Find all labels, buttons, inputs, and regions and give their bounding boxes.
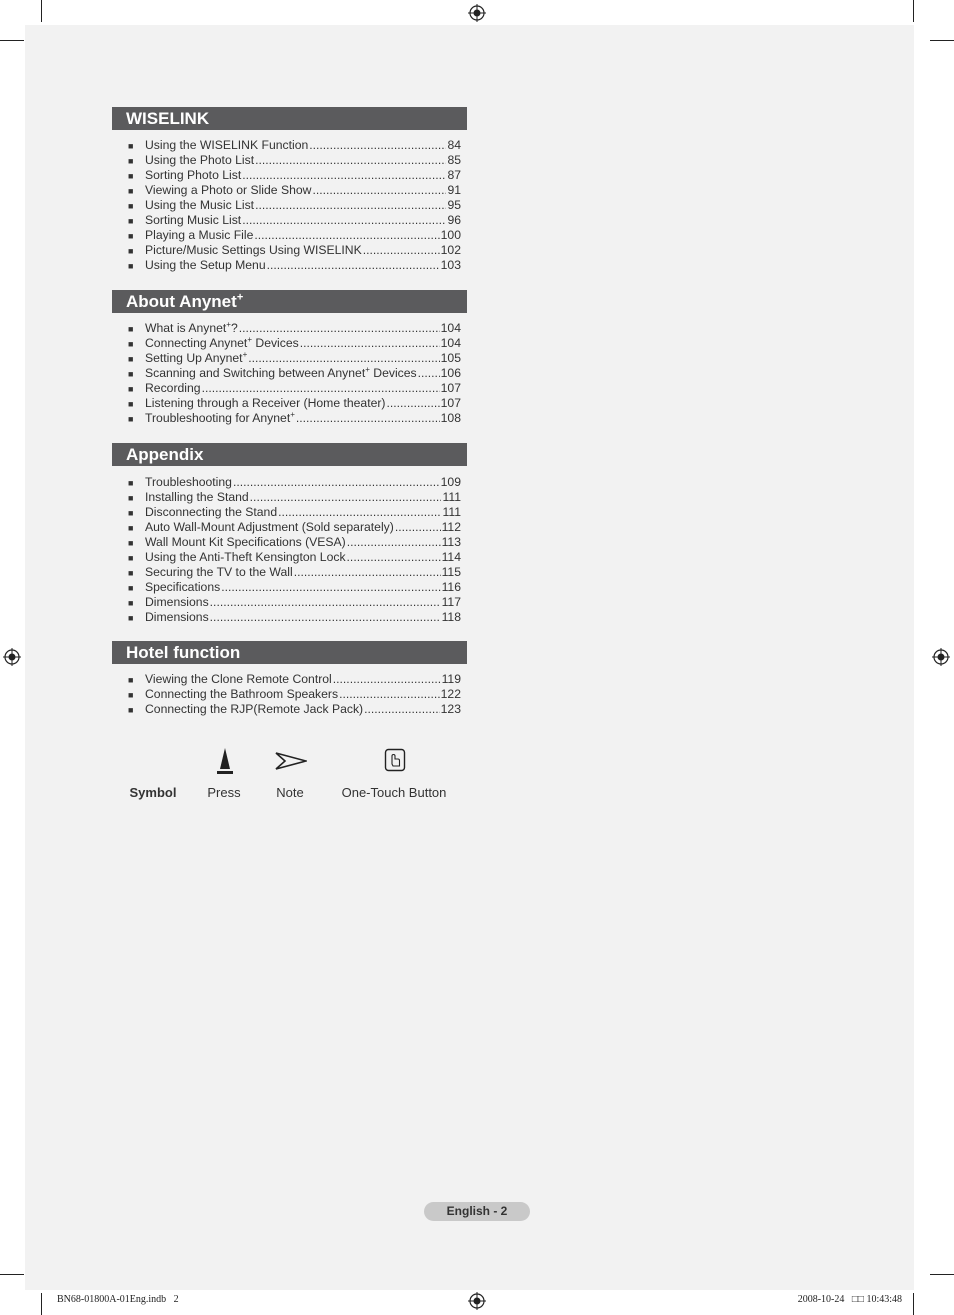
toc-entry-title: Viewing the Clone Remote Control — [145, 672, 332, 686]
toc-entry-page: 123 — [440, 702, 461, 716]
one-touch-button-icon — [384, 748, 406, 772]
dot-leader — [242, 168, 446, 183]
bullet-icon: ■ — [128, 690, 134, 700]
registration-mark-icon — [3, 648, 21, 666]
toc-entry — [112, 168, 467, 183]
toc-entry-page: 106 — [440, 366, 461, 380]
dot-leader — [233, 475, 440, 490]
toc-entry — [112, 702, 467, 717]
crop-mark — [913, 1293, 914, 1315]
toc-entry-title: Using the Setup Menu — [145, 258, 266, 272]
note-label: Note — [276, 785, 304, 800]
toc-list — [112, 321, 467, 426]
bullet-icon: ■ — [128, 523, 134, 533]
bullet-icon: ■ — [128, 261, 134, 271]
bullet-icon: ■ — [128, 613, 134, 623]
toc-entry-title: Dimensions — [145, 595, 209, 609]
toc-entry-title: Using the Photo List — [145, 153, 255, 167]
dot-leader — [347, 535, 441, 550]
toc-entry — [112, 505, 467, 520]
toc-entry-page: 107 — [440, 396, 461, 410]
toc-entry — [112, 198, 467, 213]
toc-entry-title: Playing a Music File — [145, 228, 254, 242]
dot-leader — [387, 396, 440, 411]
page-number-badge: English - 2 — [424, 1202, 530, 1221]
dot-leader — [255, 153, 446, 168]
toc-entry-page: 111 — [442, 505, 461, 519]
dot-leader — [248, 351, 439, 366]
toc-entry — [112, 366, 467, 381]
toc-entry — [112, 535, 467, 550]
registration-mark-icon — [932, 648, 950, 666]
toc-entry-page: 108 — [440, 411, 461, 425]
toc-entry — [112, 610, 467, 625]
toc-entry-page: 105 — [440, 351, 461, 365]
dot-leader — [364, 702, 440, 717]
crop-mark — [41, 1293, 42, 1315]
toc-entry-page: 112 — [441, 520, 461, 534]
toc-entry — [112, 565, 467, 580]
press-icon — [216, 747, 234, 777]
crop-mark — [930, 1274, 954, 1275]
toc-entry-title: Viewing a Photo or Slide Show — [145, 183, 312, 197]
bullet-icon: ■ — [128, 201, 134, 211]
toc-entry — [112, 381, 467, 396]
toc-entry — [112, 520, 467, 535]
toc-entry-page: 100 — [440, 228, 461, 242]
bullet-icon: ■ — [128, 583, 134, 593]
toc-list — [112, 138, 467, 273]
dot-leader — [221, 580, 440, 595]
bullet-icon: ■ — [128, 141, 134, 151]
toc-entry-title: Dimensions — [145, 610, 209, 624]
dot-leader — [210, 610, 441, 625]
toc-entry-title: Auto Wall-Mount Adjustment (Sold separately) — [145, 520, 394, 534]
section-wiselink — [112, 107, 467, 273]
bullet-icon: ■ — [128, 354, 134, 364]
toc-entry-title: What is Anynet+? — [145, 319, 238, 335]
toc-entry — [112, 411, 467, 426]
dot-leader — [239, 321, 440, 336]
toc-entry-page: 85 — [447, 153, 461, 167]
toc-entry-title: Listening through a Receiver (Home theater) — [145, 396, 386, 410]
dot-leader — [418, 366, 440, 381]
toc-entry-title: Using the Music List — [145, 198, 255, 212]
dot-leader — [250, 490, 442, 505]
toc-entry — [112, 672, 467, 687]
dot-leader — [294, 565, 441, 580]
toc-entry-page: 87 — [447, 168, 461, 182]
dot-leader — [255, 198, 446, 213]
toc-entry-title: Installing the Stand — [145, 490, 249, 504]
toc-list — [112, 672, 467, 717]
dot-leader — [347, 550, 441, 565]
symbol-legend — [0, 745, 954, 815]
toc-entry-page: 91 — [447, 183, 461, 197]
toc-entry — [112, 580, 467, 595]
toc-entry-page: 113 — [441, 535, 461, 549]
toc-entry-title: Recording — [145, 381, 201, 395]
toc-entry — [112, 595, 467, 610]
dot-leader — [267, 258, 440, 273]
section-hotel-function — [112, 641, 467, 717]
toc-entry-page: 119 — [441, 672, 461, 686]
toc-entry — [112, 351, 467, 366]
one-touch-button-label: One-Touch Button — [341, 785, 447, 800]
press-label: Press — [207, 785, 241, 800]
bullet-icon: ■ — [128, 705, 134, 715]
file-slug: BN68-01800A-01Eng.indb 2 — [57, 1294, 179, 1305]
bullet-icon: ■ — [128, 493, 134, 503]
bullet-icon: ■ — [128, 324, 134, 334]
toc-entry-title: Wall Mount Kit Specifications (VESA) — [145, 535, 346, 549]
toc-entry-title: Using the WISELINK Function — [145, 138, 309, 152]
dot-leader — [210, 595, 441, 610]
toc-entry-page: 115 — [441, 565, 461, 579]
dot-leader — [254, 228, 439, 243]
toc-entry-title: Connecting Anynet+ Devices — [145, 334, 299, 350]
toc-entry-page: 116 — [441, 580, 461, 594]
dot-leader — [242, 213, 446, 228]
dot-leader — [333, 672, 441, 687]
toc-entry-title: Securing the TV to the Wall — [145, 565, 293, 579]
toc-entry — [112, 243, 467, 258]
bullet-icon: ■ — [128, 186, 134, 196]
toc-entry — [112, 687, 467, 702]
toc-entry-title: Connecting the RJP(Remote Jack Pack) — [145, 702, 364, 716]
symbol-heading: Symbol — [129, 785, 177, 800]
bullet-icon: ■ — [128, 231, 134, 241]
bullet-icon: ■ — [128, 216, 134, 226]
bullet-icon: ■ — [128, 553, 134, 563]
dot-leader — [278, 505, 441, 520]
toc-entry-page: 95 — [447, 198, 461, 212]
bullet-icon: ■ — [128, 478, 134, 488]
toc-entry-title: Troubleshooting for Anynet+ — [145, 409, 295, 425]
toc-entry-page: 103 — [440, 258, 461, 272]
toc-list — [112, 475, 467, 625]
dot-leader — [395, 520, 441, 535]
toc-entry — [112, 490, 467, 505]
toc-entry-page: 104 — [440, 321, 461, 335]
toc-entry-title: Setting Up Anynet+ — [145, 349, 248, 365]
toc-entry-page: 96 — [447, 213, 461, 227]
section-header: About Anynet+ — [112, 290, 467, 313]
dot-leader — [339, 687, 440, 702]
bullet-icon: ■ — [128, 598, 134, 608]
toc-entry — [112, 183, 467, 198]
bullet-icon: ■ — [128, 538, 134, 548]
crop-mark — [0, 40, 24, 41]
toc-entry-page: 107 — [440, 381, 461, 395]
toc-entry-page: 117 — [441, 595, 461, 609]
bullet-icon: ■ — [128, 156, 134, 166]
dot-leader — [300, 336, 440, 351]
toc-entry-title: Connecting the Bathroom Speakers — [145, 687, 339, 701]
bullet-icon: ■ — [128, 246, 134, 256]
bullet-icon: ■ — [128, 339, 134, 349]
toc-entry-title: Picture/Music Settings Using WISELINK — [145, 243, 362, 257]
toc-entry — [112, 228, 467, 243]
toc-entry — [112, 258, 467, 273]
toc-entry-page: 104 — [440, 336, 461, 350]
crop-mark — [0, 1274, 24, 1275]
note-icon — [275, 751, 307, 771]
bullet-icon: ■ — [128, 508, 134, 518]
bullet-icon: ■ — [128, 399, 134, 409]
registration-mark-icon — [468, 4, 486, 22]
dot-leader — [363, 243, 440, 258]
dot-leader — [296, 411, 440, 426]
toc-entry — [112, 336, 467, 351]
toc-entry-title: Specifications — [145, 580, 221, 594]
toc-entry — [112, 475, 467, 490]
toc-entry-title: Scanning and Switching between Anynet+ Devices — [145, 364, 417, 380]
bullet-icon: ■ — [128, 369, 134, 379]
bullet-icon: ■ — [128, 171, 134, 181]
toc-entry — [112, 550, 467, 565]
section-header: Hotel function — [112, 641, 467, 664]
section-header: Appendix — [112, 443, 467, 466]
toc-entry-page: 111 — [442, 490, 461, 504]
date-slug: 2008-10-24 □□ 10:43:48 — [797, 1294, 902, 1305]
toc-entry — [112, 153, 467, 168]
dot-leader — [312, 183, 446, 198]
bullet-icon: ■ — [128, 384, 134, 394]
section-header: WISELINK — [112, 107, 467, 130]
crop-mark — [930, 40, 954, 41]
section-appendix — [112, 443, 467, 625]
toc-entry — [112, 321, 467, 336]
bullet-icon: ■ — [128, 414, 134, 424]
toc-entry — [112, 213, 467, 228]
toc-entry-page: 122 — [440, 687, 461, 701]
toc-entry-title: Sorting Photo List — [145, 168, 242, 182]
toc-entry-page: 84 — [447, 138, 461, 152]
registration-mark-icon — [468, 1292, 486, 1310]
toc-entry-page: 118 — [441, 610, 461, 624]
bullet-icon: ■ — [128, 568, 134, 578]
dot-leader — [309, 138, 446, 153]
toc-entry-title: Using the Anti-Theft Kensington Lock — [145, 550, 346, 564]
crop-mark — [41, 0, 42, 22]
toc-entry-page: 114 — [441, 550, 461, 564]
toc-entry-title: Sorting Music List — [145, 213, 242, 227]
toc-entry-title: Disconnecting the Stand — [145, 505, 278, 519]
toc-entry — [112, 138, 467, 153]
bullet-icon: ■ — [128, 675, 134, 685]
toc-entry-title: Troubleshooting — [145, 475, 232, 489]
crop-mark — [913, 0, 914, 22]
toc-entry-page: 109 — [440, 475, 461, 489]
toc-entry-page: 102 — [440, 243, 461, 257]
toc-entry — [112, 396, 467, 411]
dot-leader — [202, 381, 440, 396]
section-about-anynet — [112, 290, 467, 426]
